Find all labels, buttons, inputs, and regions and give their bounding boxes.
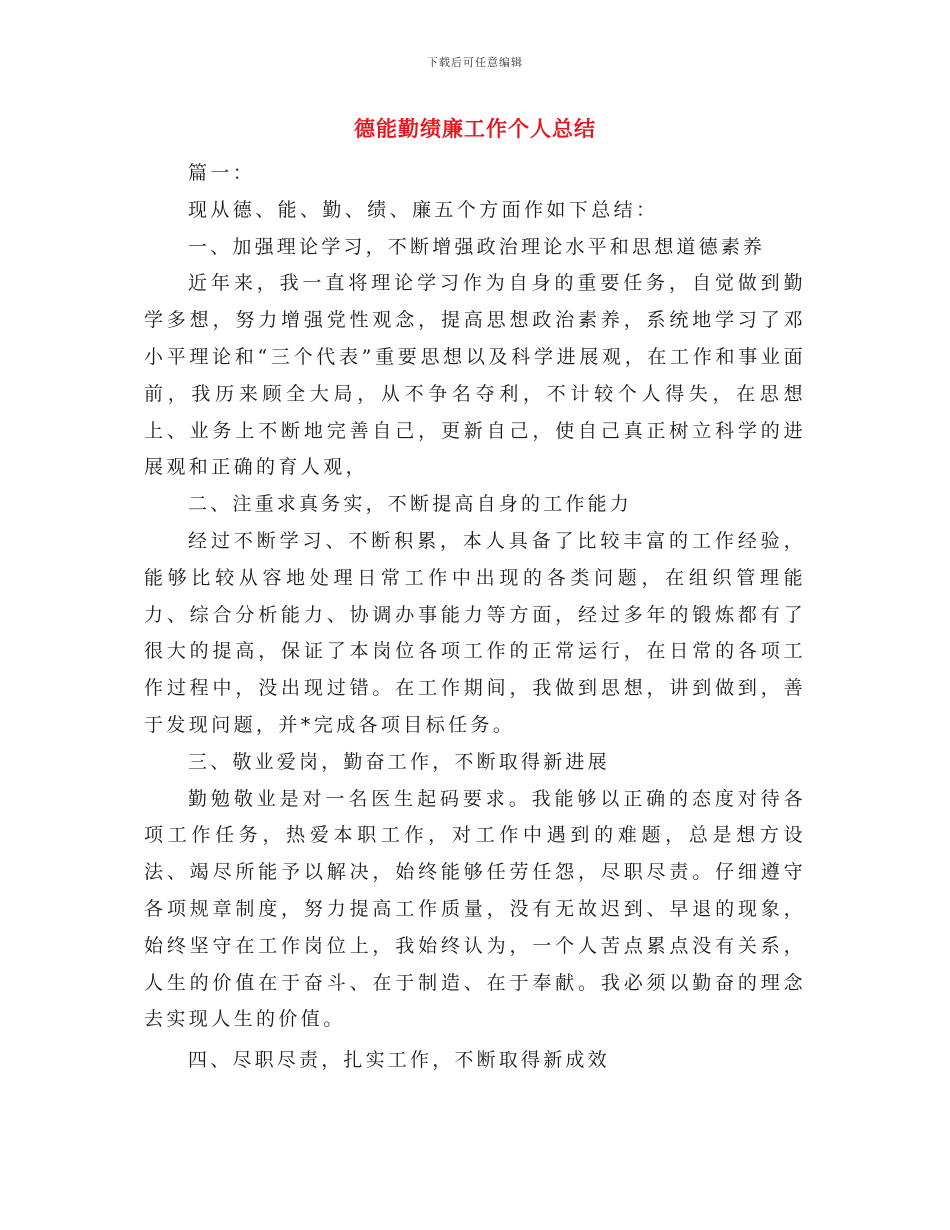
paragraph-heading-3: 三、敬业爱岗，勤奋工作，不断取得新进展 [188,750,610,773]
document-body [144,155,806,1079]
paragraph-body-2: 经过不断学习、不断积累，本人具备了比较丰富的工作经验，能够比较从容地处理日常工作中出现的各类问题，在组织管理能力、综合分析能力、协调办事能力等方面，经过多年的锻炼都有了很大的提高，保证了本岗位各项工作的正常运行，在日常的各项工作过程中，没出现过错。在工作期间，我做到思想，讲到做到，善于发现问题，并*完成各项目标任务。 [144,529,806,736]
paragraph-heading-1: 一、加强理论学习，不断增强政治理论水平和思想道德素养 [188,235,766,258]
paragraph-section-label: 篇一： [188,162,256,184]
paragraph-intro: 现从德、能、勤、绩、廉五个方面作如下总结： [188,198,659,221]
paragraph-heading-2: 二、注重求真务实，不断提高自身的工作能力 [188,493,633,516]
document-title: 德能勤绩廉工作个人总结 [354,117,596,141]
paragraph-body-1: 近年来，我一直将理论学习作为自身的重要任务，自觉做到勤学多想，努力增强党性观念，提高思想政治素养，系统地学习了邓小平理论和“三个代表”重要思想以及科学进展观，在工作和事业面前，我历来顾全大局，从不争名夺利，不计较个人得失，在思想上、业务上不断地完善自己，更新自己，使自己真正树立科学的进展观和正确的育人观， [144,272,806,479]
paragraph-body-3: 勤勉敬业是对一名医生起码要求。我能够以正确的态度对待各项工作任务，热爱本职工作，对工作中遇到的难题，总是想方设法、竭尽所能予以解决，始终能够任劳任怨，尽职尽责。仔细遵守各项规章制度，努力提高工作质量，没有无故迟到、早退的现象，始终坚守在工作岗位上，我始终认为，一个人苦点累点没有关系，人生的价值在于奋斗、在于制造、在于奉献。我必须以勤奋的理念去实现人生的价值。 [144,787,806,1031]
header-note: 下载后可任意编辑 [427,56,523,69]
paragraph-heading-4: 四、尽职尽责，扎实工作，不断取得新成效 [188,1049,610,1072]
